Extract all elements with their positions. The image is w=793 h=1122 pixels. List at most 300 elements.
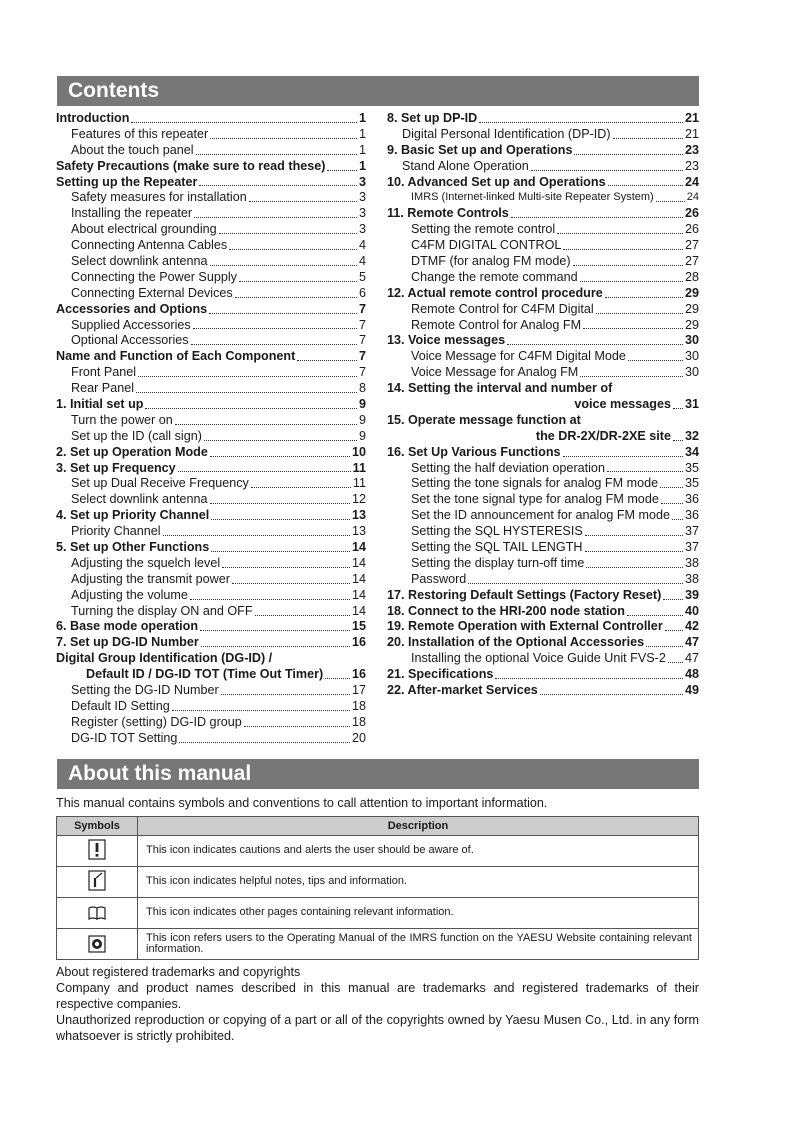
toc-page: 21 <box>684 126 699 141</box>
toc-page: 27 <box>684 238 699 253</box>
toc-dots <box>172 710 350 711</box>
toc-label: DTMF (for analog FM mode) <box>411 254 571 268</box>
toc-entry[interactable] <box>56 143 366 159</box>
toc-dots <box>468 583 683 584</box>
toc-entry[interactable] <box>56 731 366 747</box>
toc-dots <box>608 185 683 186</box>
table-header-row <box>57 817 699 836</box>
toc-entry[interactable] <box>56 381 366 397</box>
toc-page: 38 <box>684 555 699 570</box>
toc-entry[interactable] <box>56 365 366 381</box>
table-row <box>57 929 699 960</box>
toc-dots <box>199 185 357 186</box>
toc-label: Setting the tone signals for analog FM mode <box>411 476 659 491</box>
toc-label: 2. Set up Operation Mode <box>56 444 208 459</box>
copyright-text: Unauthorized reproduction or copying of a part or all of the copyrights owned by Yaesu Musen Co., Ltd. in any form whatsoever is strictly prohibited. <box>56 1013 699 1043</box>
toc-dots <box>479 122 683 123</box>
toc-page: 20 <box>351 730 366 745</box>
toc-entry[interactable] <box>56 159 366 175</box>
toc-dots <box>585 551 683 552</box>
toc-page: 29 <box>684 285 699 300</box>
toc-dots <box>656 201 685 202</box>
toc-label: IMRS (Internet-linked Multi-site Repeater System) <box>411 191 654 204</box>
toc-page: 47 <box>684 651 699 666</box>
toc-entry[interactable] <box>56 270 366 286</box>
toc-entry[interactable] <box>387 349 699 365</box>
toc-label: Set the ID announcement for analog FM mode <box>411 508 671 523</box>
toc-entry[interactable] <box>56 222 366 238</box>
toc-dots <box>145 408 357 409</box>
toc-label: the DR-2X/DR-2XE site <box>535 428 671 443</box>
toc-dots <box>628 360 683 361</box>
toc-dots <box>190 599 350 600</box>
toc-dots <box>495 678 683 679</box>
toc-label: Installing the repeater <box>71 206 193 221</box>
toc-entry[interactable] <box>387 286 699 302</box>
toc-entry[interactable] <box>387 667 699 683</box>
toc-entry[interactable] <box>387 461 699 477</box>
toc-label: Safety measures for installation <box>71 190 247 205</box>
toc-entry[interactable] <box>56 540 366 556</box>
toc-label: 17. Restoring Default Settings (Factory Reset) <box>387 587 662 602</box>
toc-entry[interactable] <box>56 127 366 143</box>
toc-dots <box>563 249 683 250</box>
toc-entry[interactable] <box>56 604 366 620</box>
toc-page: 4 <box>358 238 366 253</box>
toc-page: 3 <box>358 206 366 221</box>
toc-entry[interactable] <box>387 683 699 699</box>
toc-page: 4 <box>358 254 366 268</box>
toc-page: 1 <box>358 110 366 125</box>
toc-page: 1 <box>358 158 366 173</box>
toc-dots <box>222 567 350 568</box>
description-cell: This icon indicates other pages containing relevant information. <box>138 898 699 929</box>
toc-entry[interactable] <box>387 556 699 572</box>
toc-entry[interactable] <box>56 445 366 461</box>
toc-entry[interactable] <box>387 111 699 127</box>
toc-page: 17 <box>351 683 366 698</box>
symbol-cell <box>57 836 138 867</box>
toc-page: 7 <box>358 301 366 316</box>
toc-dots <box>580 281 683 282</box>
toc-page: 37 <box>684 540 699 555</box>
caution-icon <box>87 839 107 861</box>
toc-entry[interactable] <box>56 715 366 731</box>
toc-entry[interactable] <box>56 302 366 318</box>
toc-entry[interactable] <box>387 302 699 318</box>
toc-dots <box>221 694 350 695</box>
symbols-header: Symbols <box>57 817 138 836</box>
toc-label: 21. Specifications <box>387 667 494 682</box>
toc-page: 3 <box>358 174 366 189</box>
toc-page: 12 <box>351 492 366 507</box>
toc-dots <box>540 694 683 695</box>
toc-entry[interactable] <box>387 445 699 461</box>
toc-dots <box>585 535 683 536</box>
toc-entry[interactable] <box>387 254 699 270</box>
toc-label: 12. Actual remote control procedure <box>387 285 603 300</box>
toc-label: Safety Precautions (make sure to read these) <box>56 158 326 173</box>
toc-page: 48 <box>684 667 699 682</box>
toc-label: Voice Message for Analog FM <box>411 365 579 380</box>
toc-label: Optional Accessories <box>71 333 189 348</box>
toc-dgid-heading[interactable]: Digital Group Identification (DG-ID) / <box>56 651 273 666</box>
toc-page: 1 <box>358 142 366 157</box>
toc-entry[interactable] <box>387 492 699 508</box>
toc-entry[interactable] <box>387 365 699 381</box>
toc-page: 35 <box>684 476 699 491</box>
toc-entry[interactable] <box>387 127 699 143</box>
toc-page: 3 <box>358 190 366 205</box>
toc-item15-line2[interactable] <box>387 429 699 445</box>
toc-item14-line2[interactable] <box>387 397 699 413</box>
toc-label: 10. Advanced Set up and Operations <box>387 174 606 189</box>
toc-dots <box>138 376 357 377</box>
toc-entry[interactable] <box>56 572 366 588</box>
toc-label: 22. After-market Services <box>387 683 538 698</box>
toc-entry[interactable] <box>387 270 699 286</box>
toc-page: 35 <box>684 460 699 475</box>
toc-right-column <box>387 111 699 699</box>
toc-dots <box>211 551 350 552</box>
toc-page: 14 <box>351 587 366 602</box>
toc-page: 49 <box>684 683 699 698</box>
toc-dots <box>646 646 683 647</box>
table-row <box>57 836 699 867</box>
toc-page: 31 <box>684 397 699 412</box>
toc-dots <box>209 313 357 314</box>
toc-dots <box>661 503 683 504</box>
toc-label: Set up Dual Receive Frequency <box>71 476 249 491</box>
toc-dots <box>672 519 683 520</box>
toc-label: Rear Panel <box>71 381 135 396</box>
toc-label: 8. Set up DP-ID <box>387 110 478 125</box>
toc-label: Remote Control for Analog FM <box>411 317 582 332</box>
toc-dots <box>229 249 357 250</box>
toc-page: 26 <box>684 206 699 221</box>
toc-dots <box>563 456 683 457</box>
toc-dgid-line2[interactable] <box>56 667 366 683</box>
toc-dots <box>596 313 683 314</box>
toc-right-list-a <box>387 111 699 381</box>
symbol-cell <box>57 929 138 960</box>
toc-entry[interactable] <box>56 556 366 572</box>
toc-label: Adjusting the volume <box>71 587 188 602</box>
toc-page: 16 <box>351 635 366 650</box>
toc-entry[interactable] <box>387 318 699 334</box>
toc-page: 14 <box>351 540 366 555</box>
trademark-section <box>56 964 699 1044</box>
toc-page: 26 <box>684 222 699 237</box>
toc-dots <box>665 630 683 631</box>
toc-right-list-b <box>387 445 699 699</box>
toc-label: Stand Alone Operation <box>402 158 529 173</box>
toc-label: 9. Basic Set up and Operations <box>387 142 573 157</box>
toc-page: 36 <box>684 508 699 523</box>
toc-entry[interactable] <box>56 254 366 270</box>
toc-label: Select downlink antenna <box>71 254 208 268</box>
toc-entry[interactable] <box>56 699 366 715</box>
toc-label: Set the tone signal type for analog FM mode <box>411 492 659 507</box>
toc-entry[interactable] <box>387 159 699 175</box>
toc-label: 16. Set Up Various Functions <box>387 444 561 459</box>
toc-entry[interactable] <box>56 111 366 127</box>
toc-label: Accessories and Options <box>56 301 208 316</box>
toc-page: 29 <box>684 317 699 332</box>
toc-dots <box>580 376 683 377</box>
toc-entry[interactable] <box>387 540 699 556</box>
toc-dots <box>210 503 350 504</box>
toc-dots <box>194 217 357 218</box>
toc-entry[interactable] <box>56 635 366 651</box>
toc-dots <box>251 487 351 488</box>
trademark-title: About registered trademarks and copyrights <box>56 965 301 979</box>
toc-label: Setting the half deviation operation <box>411 460 605 475</box>
toc-page: 5 <box>358 269 366 284</box>
toc-entry[interactable] <box>56 508 366 524</box>
note-icon <box>87 870 107 892</box>
toc-dots <box>605 297 683 298</box>
table-row <box>57 898 699 929</box>
toc-dots <box>211 519 350 520</box>
toc-dots <box>627 615 683 616</box>
toc-entry[interactable] <box>56 286 366 302</box>
toc-entry[interactable] <box>387 206 699 222</box>
toc-dots <box>196 154 357 155</box>
toc-dots <box>210 265 357 266</box>
toc-entry[interactable] <box>56 524 366 540</box>
toc-dots <box>193 328 357 329</box>
toc-page: 38 <box>684 571 699 586</box>
toc-dots <box>210 456 350 457</box>
toc-page: 28 <box>684 269 699 284</box>
toc-page: 1 <box>358 126 366 141</box>
toc-label: 18. Connect to the HRI-200 node station <box>387 603 625 618</box>
toc-dots <box>249 201 357 202</box>
toc-label: 5. Set up Other Functions <box>56 540 210 555</box>
toc-entry[interactable] <box>387 190 699 206</box>
toc-left-column <box>56 111 366 747</box>
toc-entry[interactable] <box>387 476 699 492</box>
toc-label: 11. Remote Controls <box>387 206 509 221</box>
toc-dots <box>573 265 683 266</box>
toc-page: 40 <box>684 603 699 618</box>
toc-label: 20. Installation of the Optional Accessories <box>387 635 645 650</box>
toc-entry[interactable] <box>387 635 699 651</box>
toc-entry[interactable] <box>56 429 366 445</box>
toc-page: 3 <box>358 222 366 237</box>
toc-page: 14 <box>351 571 366 586</box>
toc-label: Supplied Accessories <box>71 317 191 332</box>
toc-page: 14 <box>351 555 366 570</box>
about-intro: This manual contains symbols and conventions to call attention to important information. <box>56 796 548 810</box>
book-icon <box>87 902 107 924</box>
toc-page: 9 <box>358 428 366 443</box>
toc-page: 30 <box>684 365 699 380</box>
toc-label: Remote Control for C4FM Digital <box>411 301 594 316</box>
toc-entry[interactable] <box>387 588 699 604</box>
toc-entry[interactable] <box>387 620 699 636</box>
toc-entry[interactable] <box>56 620 366 636</box>
toc-label: DG-ID TOT Setting <box>71 730 178 745</box>
toc-item14-line1[interactable]: 14. Setting the interval and number of <box>387 381 613 396</box>
toc-dots <box>191 344 357 345</box>
toc-page: 30 <box>684 349 699 364</box>
toc-label: Register (setting) DG-ID group <box>71 714 242 729</box>
toc-entry[interactable] <box>56 349 366 365</box>
toc-entry[interactable] <box>56 588 366 604</box>
toc-entry[interactable] <box>387 508 699 524</box>
toc-dots <box>557 233 683 234</box>
toc-page: 30 <box>684 333 699 348</box>
toc-dots <box>131 122 357 123</box>
toc-entry[interactable] <box>56 413 366 429</box>
toc-dots <box>255 615 350 616</box>
about-heading: About this manual <box>57 759 699 789</box>
toc-page: 29 <box>684 301 699 316</box>
toc-dots <box>325 678 350 679</box>
toc-entry[interactable] <box>387 651 699 667</box>
toc-dots <box>531 170 683 171</box>
toc-dots <box>297 360 357 361</box>
toc-page: 32 <box>684 428 699 443</box>
toc-dots <box>232 583 350 584</box>
toc-label: Setting the DG-ID Number <box>71 683 219 698</box>
toc-entry[interactable] <box>56 397 366 413</box>
toc-dots <box>583 328 683 329</box>
toc-entry[interactable] <box>56 238 366 254</box>
toc-label: Front Panel <box>71 365 137 380</box>
toc-page: 24 <box>684 174 699 189</box>
toc-entry[interactable] <box>387 604 699 620</box>
description-cell: This icon indicates helpful notes, tips and information. <box>138 867 699 898</box>
toc-page: 18 <box>351 714 366 729</box>
toc-dots <box>163 535 350 536</box>
toc-dots <box>175 424 357 425</box>
description-cell: This icon indicates cautions and alerts the user should be aware of. <box>138 836 699 867</box>
toc-dots <box>201 646 350 647</box>
toc-label: 19. Remote Operation with External Controller <box>387 619 663 634</box>
toc-entry[interactable] <box>56 476 366 492</box>
description-header: Description <box>138 817 699 836</box>
toc-page: 7 <box>358 365 366 380</box>
toc-page: 13 <box>351 524 366 539</box>
toc-page: 13 <box>351 508 366 523</box>
toc-entry[interactable] <box>56 175 366 191</box>
toc-page: 7 <box>358 349 366 364</box>
toc-label: About electrical grounding <box>71 222 217 237</box>
toc-dots <box>235 297 357 298</box>
toc-dots <box>219 233 357 234</box>
toc-page: 27 <box>684 254 699 268</box>
toc-dots <box>179 742 350 743</box>
toc-page: 11 <box>352 460 366 475</box>
toc-dots <box>178 471 351 472</box>
toc-page: 42 <box>684 619 699 634</box>
toc-dots <box>210 138 357 139</box>
toc-page: 37 <box>684 524 699 539</box>
toc-entry[interactable] <box>387 238 699 254</box>
toc-label: Digital Personal Identification (DP-ID) <box>402 126 611 141</box>
toc-dots <box>327 170 357 171</box>
toc-label: 13. Voice messages <box>387 333 506 348</box>
toc-label: Setting up the Repeater <box>56 174 198 189</box>
symbols-table <box>56 816 699 960</box>
toc-label: Connecting the Power Supply <box>71 269 237 284</box>
toc-page: 15 <box>351 619 366 634</box>
toc-dots <box>204 440 357 441</box>
toc-label: Turn the power on <box>71 412 173 427</box>
toc-dots <box>511 217 683 218</box>
toc-entry[interactable] <box>56 206 366 222</box>
toc-entry[interactable] <box>387 175 699 191</box>
toc-page: 11 <box>352 476 366 491</box>
toc-dots <box>607 471 683 472</box>
toc-entry[interactable] <box>56 683 366 699</box>
toc-entry[interactable] <box>56 461 366 477</box>
toc-dots <box>673 440 683 441</box>
toc-page: 36 <box>684 492 699 507</box>
toc-label: Connecting External Devices <box>71 285 233 300</box>
toc-entry[interactable] <box>387 333 699 349</box>
toc-page: 34 <box>684 444 699 459</box>
toc-dots <box>200 630 350 631</box>
toc-label: Name and Function of Each Component <box>56 349 296 364</box>
symbol-cell <box>57 898 138 929</box>
toc-label: Turning the display ON and OFF <box>71 603 253 618</box>
toc-entry[interactable] <box>387 524 699 540</box>
symbol-cell <box>57 867 138 898</box>
toc-dots <box>574 154 683 155</box>
toc-label: About the touch panel <box>71 142 194 157</box>
toc-dots <box>507 344 683 345</box>
toc-label: 6. Base mode operation <box>56 619 199 634</box>
toc-label: Setting the SQL HYSTERESIS <box>411 524 583 539</box>
toc-page: 8 <box>358 381 366 396</box>
toc-label: 1. Initial set up <box>56 397 144 412</box>
toc-entry[interactable] <box>387 143 699 159</box>
toc-entry[interactable] <box>56 333 366 349</box>
toc-entry[interactable] <box>56 190 366 206</box>
toc-entry[interactable] <box>387 222 699 238</box>
toc-label: Password <box>411 571 467 586</box>
toc-dots <box>586 567 683 568</box>
description-cell: This icon refers users to the Operating Manual of the IMRS function on the YAESU Website containing relevant information. <box>138 929 699 960</box>
toc-page: 23 <box>684 142 699 157</box>
toc-dots <box>673 408 683 409</box>
toc-label: 4. Set up Priority Channel <box>56 508 210 523</box>
toc-page: 18 <box>351 698 366 713</box>
toc-page: 24 <box>686 191 699 204</box>
toc-entry[interactable] <box>387 572 699 588</box>
toc-page: 14 <box>351 603 366 618</box>
toc-label: Introduction <box>56 110 130 125</box>
toc-label: Default ID Setting <box>71 698 170 713</box>
table-row <box>57 867 699 898</box>
toc-entry[interactable] <box>56 318 366 334</box>
toc-entry[interactable] <box>56 492 366 508</box>
toc-label: 3. Set up Frequency <box>56 460 176 475</box>
toc-label: Features of this repeater <box>71 126 209 141</box>
toc-label: Voice Message for C4FM Digital Mode <box>411 349 626 364</box>
toc-dots <box>613 138 683 139</box>
toc-page: 7 <box>358 333 366 348</box>
toc-label: Setting the remote control <box>411 222 556 237</box>
toc-page: 21 <box>684 110 699 125</box>
toc-page: 10 <box>351 444 366 459</box>
toc-item15-line1[interactable]: 15. Operate message function at <box>387 412 581 427</box>
toc-dots <box>136 392 357 393</box>
